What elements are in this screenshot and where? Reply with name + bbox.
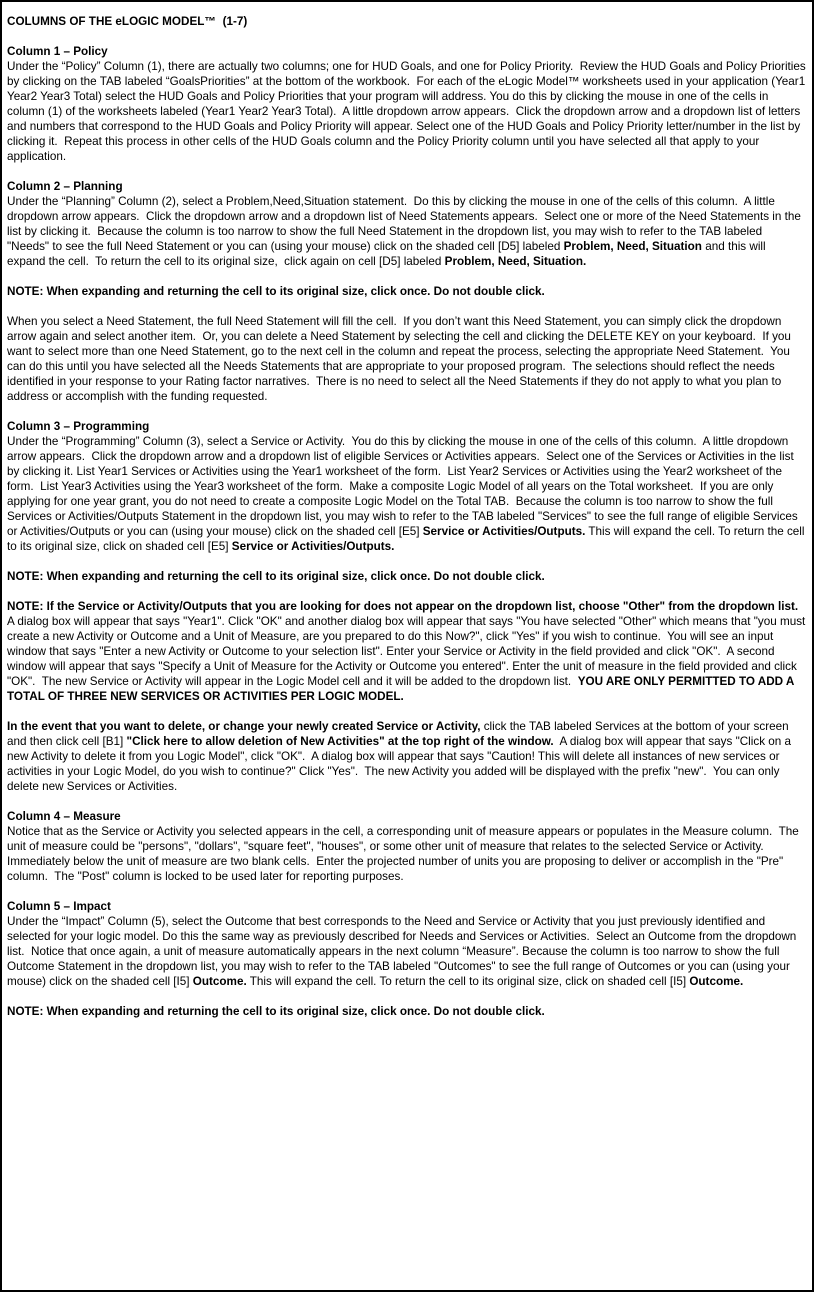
note-expand-click-once-2: NOTE: When expanding and returning the cell to its original size, click once. Do not double click. [7, 570, 545, 583]
column-1-heading: Column 1 – Policy [7, 45, 108, 58]
column-3-delete-new-paragraph: In the event that you want to delete, or change your newly created Service or Activity, click the TAB labeled Services at the bottom of your screen and then click cell [B1] "Click here to allow deletion of New Activities" at the top right of the window. A dialog box will appear that says "Click on a new Activity to delete it from you Logic Model", click "OK". A dialog box will appear that says "Caution! This will delete all instances of new services or activities in your Logic Model, do you wish to continue?" Click "Yes". The new Activity you added will be displayed with the prefix "new". You can only delete new Services or Activities. [7, 720, 795, 793]
column-4-body-paragraph: Notice that as the Service or Activity you selected appears in the cell, a corresponding unit of measure appears or populates in the Measure column. The unit of measure could be "persons", "dollars", "square feet", "houses", or some other unit of measure that relates to the selected Service or Activity. Immediately below the unit of measure are two blank cells. Enter the projected number of units you are proposing to deliver or accomplish in the "Pre" column. The "Post" column is locked to be used later for reporting purposes. [7, 825, 802, 883]
column-5-heading: Column 5 – Impact [7, 900, 111, 913]
column-2-selection-tips-paragraph: When you select a Need Statement, the full Need Statement will fill the cell. If you don’t want this Need Statement, you can simply click the dropdown arrow again and select another item. Or, you can delete a Need Statement by selecting the cell and clicking the DELETE KEY on your keyboard. If you want to select more than one Need Statement, go to the next cell in the column and repeat the process, selecting the appropriate Need Statement. You can do this until you have selected all the Needs Statements that are appropriate to your proposed program. The selections should reflect the needs identified in your response to your Rating factor narratives. There is no need to select all the Need Statements if they do not apply to what you plan to address or accomplish with the funding requested. [7, 315, 795, 403]
column-2-heading: Column 2 – Planning [7, 180, 123, 193]
column-1-body-paragraph: Under the “Policy” Column (1), there are actually two columns; one for HUD Goals, and one for Policy Priority. Review the HUD Goals and Policy Priorities by clicking on the TAB labeled “GoalsPriorities” at the bottom of the workbook. For each of the eLogic Model™ worksheets used in your application (Year1 Year2 Year3 Total) select the HUD Goals and Policy Priorities that your program will address. You do this by clicking the mouse in one of the cells in column (1) of the worksheets labeled (Year1 Year2 Year3 Total). A little dropdown arrow appears. Click the dropdown arrow and a dropdown list of letters and numbers that correspond to the HUD Goals and Policy Priority will appear. Select one of the HUD Goals and Policy Priority letter/number in the list by clicking it. Repeat this process in other cells of the HUD Goals column and the Policy Priority column until you have selected all that apply to your application. [7, 60, 809, 163]
column-3-heading: Column 3 – Programming [7, 420, 150, 433]
column-2-body-paragraph: Under the “Planning” Column (2), select a Problem,Need,Situation statement. Do this by clicking the mouse in one of the cells of this column. A little dropdown arrow appears. Click the dropdown arrow and a dropdown list of Need Statements appears. Select one or more of the Need Statements in the list by clicking it. Because the column is too narrow to show the full Need Statement in the dropdown list, you may wish to refer to the TAB labeled "Needs" to see the full Need Statement or you can (using your mouse) click on the shaded cell [D5] labeled Problem, Need, Situation and this will expand the cell. To return the cell to its original size, click again on cell [D5] labeled Problem, Need, Situation. [7, 195, 805, 268]
column-4-heading: Column 4 – Measure [7, 810, 121, 823]
note-expand-click-once-3: NOTE: When expanding and returning the cell to its original size, click once. Do not double click. [7, 1005, 545, 1018]
note-expand-click-once-1: NOTE: When expanding and returning the cell to its original size, click once. Do not double click. [7, 285, 545, 298]
column-3-note-other-paragraph: NOTE: If the Service or Activity/Outputs that you are looking for does not appear on the dropdown list, choose "Other" from the dropdown list. A dialog box will appear that says "Year1". Click "OK" and another dialog box will appear that says "You have selected "Other" which means that "you must create a new Activity or Outcome and a Unit of Measure, are you prepared to do this Now?", click "Yes" if you wish to continue. You will see an input window that says "Enter a new Activity or Outcome to your selection list". Enter your Service or Activity in the field provided and click "OK". A second window will appear that says "Specify a Unit of Measure for the Activity or Outcome you entered". Enter the unit of measure in the field provided and click "OK". The new Service or Activity will appear in the Logic Model cell and it will be added to the dropdown list. YOU ARE ONLY PERMITTED TO ADD A TOTAL OF THREE NEW SERVICES OR ACTIVITIES PER LOGIC MODEL. [7, 600, 809, 703]
document-title: COLUMNS OF THE eLOGIC MODEL™ (1-7) [7, 15, 248, 28]
column-5-body-paragraph: Under the “Impact” Column (5), select the Outcome that best corresponds to the Need and Service or Activity that you just previously identified and selected for your logic model. Do this the same way as previously described for Needs and Services or Activities. Select an Outcome from the dropdown list. Notice that once again, a unit of measure automatically appears in the next column “Measure”. Because the column is too narrow to show the full Outcome Statement in the dropdown list, you may wish to refer to the TAB labeled "Outcomes" to see the full range of Outcomes or you can (using your mouse) click on the shaded cell [I5] Outcome. This will expand the cell. To return the cell to its original size, click on shaded cell [I5] Outcome. [7, 915, 800, 988]
column-3-body-paragraph: Under the “Programming” Column (3), select a Service or Activity. You do this by clicking the mouse in one of the cells of this column. A little dropdown arrow appears. Click the dropdown arrow and a dropdown list of eligible Services or Activities appears. Select one of the Services or Activities in the list by clicking it. List Year1 Services or Activities using the Year1 worksheet of the form. List Year2 Services or Activities using the Year2 worksheet of the form. List Year3 Activities using the Year3 worksheet of the form. Make a composite Logic Model of all years on the Total worksheet. If you are only applying for one year grant, you do not need to create a composite Logic Model on the Total TAB. Because the column is too narrow to show the full Services or Activities/Outputs Statement in the dropdown list, you may wish to refer to the TAB labeled "Services" to see the full range of eligible Services or Activities/Outputs or you can (using your mouse) click on the shaded cell [E5] Service or Activities/Outputs. This will expand the cell. To return the cell to its original size, click on shaded cell [E5] Service or Activities/Outputs. [7, 435, 808, 553]
